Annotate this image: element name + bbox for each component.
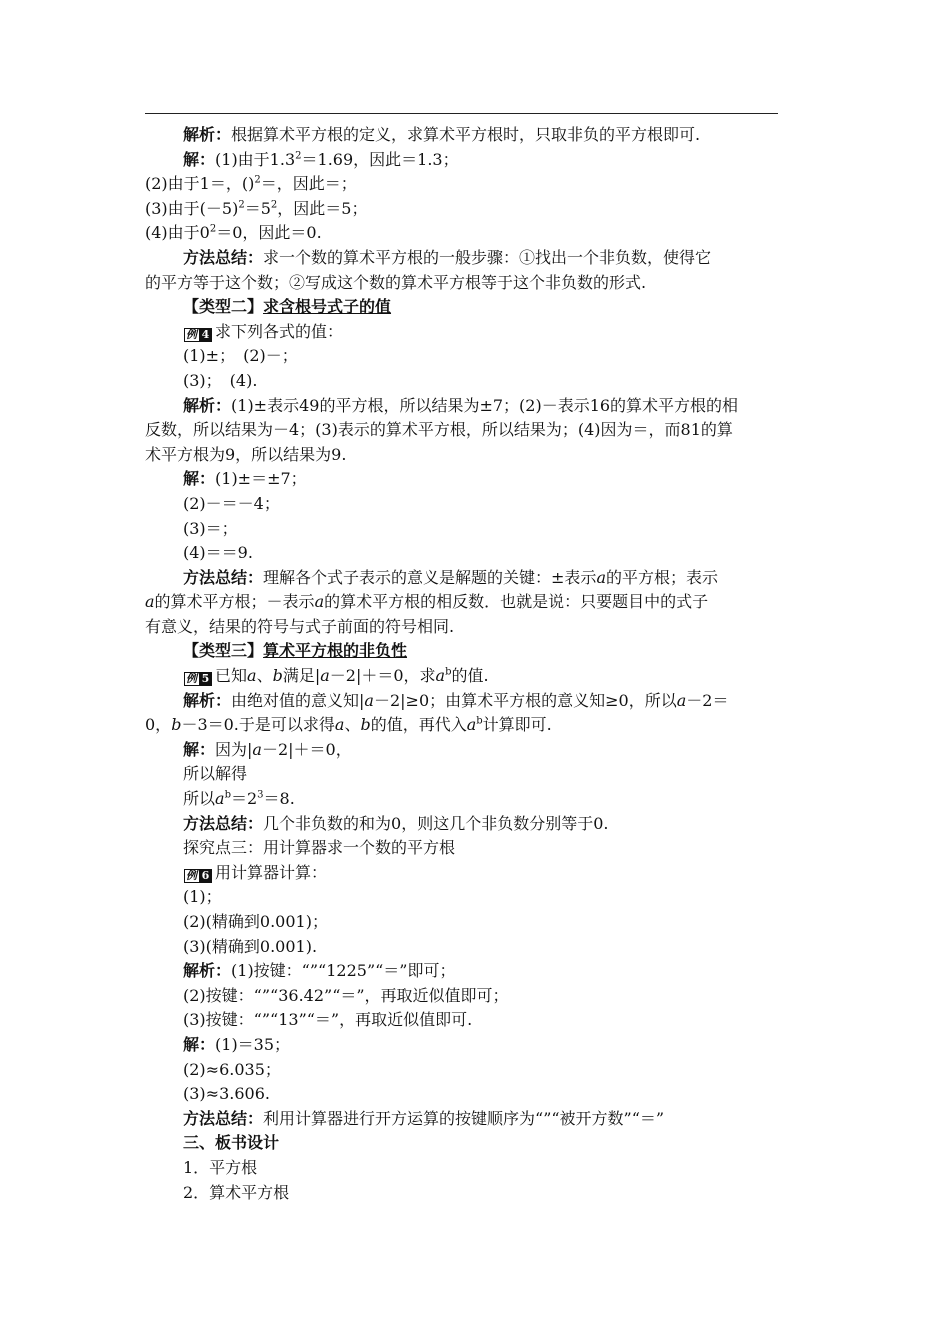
text-line — [145, 959, 810, 984]
text-line — [145, 344, 810, 369]
section-heading: 求含根号式子的值 — [263, 297, 392, 317]
text-line — [145, 639, 810, 664]
text-run: ＝1.69，因此＝1.3； — [301, 149, 459, 169]
text-run: (1)； — [183, 887, 222, 907]
text-run: 、 — [256, 666, 273, 686]
text-line — [145, 369, 810, 394]
text-run: 已知 — [215, 666, 248, 686]
superscript: 2 — [254, 174, 261, 186]
text-line — [145, 1008, 810, 1033]
text-run: 根据算术平方根的定义，求算术平方根时，只取非负的平方根即可. — [231, 125, 701, 144]
text-run: (1)＝35； — [215, 1034, 291, 1054]
text-run: (3)； (4). — [183, 370, 258, 390]
text-line — [145, 1156, 810, 1181]
text-run: 、 — [344, 715, 361, 735]
bold-label: 解析： — [183, 961, 232, 981]
superscript: b — [224, 789, 231, 801]
text-line — [145, 689, 810, 714]
text-run: 反数，所以结果为－4；(3)表示的算术平方根，所以结果为；(4)因为＝，而81的算 — [145, 420, 733, 440]
text-run: －2|＋＝0， — [261, 739, 352, 759]
text-line — [145, 443, 810, 468]
math-variable: a — [252, 739, 262, 759]
text-line — [145, 320, 810, 345]
text-run: (2)按键：“”“36.42”“＝”，再取近似值即可； — [183, 985, 509, 1005]
math-variable: a — [145, 592, 155, 612]
text-run: ＝5 — [244, 198, 271, 218]
text-line — [145, 271, 810, 296]
example-badge-number: 5 — [200, 672, 212, 686]
superscript: 2 — [238, 199, 245, 211]
text-run: (4)由于0 — [145, 223, 210, 243]
text-run: 由绝对值的意义知| — [231, 690, 365, 710]
example-badge — [183, 869, 212, 883]
superscript: 2 — [295, 150, 302, 162]
text-run: 的平方等于这个数；②写成这个数的算术平方根等于这个非负数的形式. — [145, 272, 647, 292]
math-variable: a — [215, 789, 225, 809]
superscript: b — [445, 666, 452, 678]
text-line — [145, 984, 810, 1009]
text-line — [145, 295, 810, 320]
text-run: (2)由于1＝，() — [145, 174, 255, 194]
bold-label: 解： — [183, 469, 216, 489]
text-run: 所以 — [183, 789, 216, 809]
text-run: 求下列各式的值： — [215, 321, 344, 341]
example-badge-number: 6 — [200, 869, 212, 883]
text-run: －3＝0.于是可以求得 — [181, 715, 335, 735]
text-line — [145, 148, 810, 173]
text-run: ＝8. — [263, 789, 295, 809]
text-line — [145, 738, 810, 763]
math-variable: a — [320, 666, 330, 686]
text-run: 求一个数的算术平方根的一般步骤：①找出一个非负数，使得它 — [263, 247, 712, 267]
text-line — [145, 1107, 810, 1132]
text-run: －2|＋＝0，求 — [329, 666, 436, 686]
bold-label: 方法总结： — [183, 567, 264, 587]
text-run: 2．算术平方根 — [183, 1182, 290, 1202]
text-run: (1)按键：“”“1225”“＝”即可； — [231, 961, 456, 981]
text-line — [145, 1058, 810, 1083]
bold-label: 解析： — [183, 125, 232, 144]
text-line — [145, 172, 810, 197]
text-line — [145, 713, 810, 738]
text-run: (3)≈3.606. — [183, 1084, 270, 1104]
document-body — [145, 123, 810, 1205]
text-line — [145, 394, 810, 419]
text-run: (2)≈6.035； — [183, 1059, 281, 1079]
text-line — [145, 1082, 810, 1107]
section-heading: 算术平方根的非负性 — [263, 641, 408, 661]
text-line — [145, 566, 810, 591]
superscript: 2 — [209, 224, 217, 236]
text-run: (2)－＝－4； — [183, 493, 280, 513]
text-line — [145, 123, 810, 148]
text-run: ＝0，因此＝0. — [216, 223, 322, 243]
example-badge — [183, 672, 212, 686]
text-line — [145, 935, 810, 960]
bold-label: 方法总结： — [183, 813, 264, 833]
math-variable: a — [435, 666, 446, 686]
example-badge-label: 例 — [184, 672, 200, 686]
bold-label: 解析： — [183, 690, 232, 710]
text-run: (4)＝＝9. — [183, 543, 253, 563]
text-line — [145, 197, 810, 222]
text-line — [145, 787, 810, 812]
superscript: b — [476, 715, 483, 727]
text-run: ，因此＝5； — [277, 198, 368, 218]
text-run: 0， — [145, 715, 172, 735]
text-run: ＝2 — [230, 789, 258, 809]
text-run: 的算术平方根的相反数．也就是说：只要题目中的式子 — [324, 592, 709, 612]
bold-label: 方法总结： — [183, 1108, 264, 1128]
example-badge-number: 4 — [200, 328, 212, 342]
bold-label: 解： — [183, 1034, 216, 1054]
math-variable: b — [360, 715, 371, 735]
math-variable: a — [596, 567, 606, 587]
text-line — [145, 664, 810, 689]
bold-label: 解： — [183, 739, 216, 759]
text-line — [145, 1181, 810, 1206]
bold-label: 三、板书设计 — [183, 1133, 280, 1153]
math-variable: a — [364, 690, 374, 710]
text-run: 计算即可. — [482, 715, 552, 735]
superscript: 2 — [270, 199, 278, 211]
text-run: －2＝ — [686, 690, 729, 710]
text-run: (1)±表示49的平方根，所以结果为±7；(2)－表示16的算术平方根的相 — [231, 395, 739, 415]
header-rule — [145, 113, 778, 114]
text-run: 理解各个式子表示的意义是解题的关键：±表示 — [263, 567, 597, 587]
text-run: 1．平方根 — [183, 1157, 258, 1177]
bold-label: 方法总结： — [183, 247, 264, 267]
text-run: ＝，因此＝； — [260, 174, 357, 194]
text-line — [145, 615, 810, 640]
text-run: (3)＝； — [183, 518, 238, 538]
text-run: 所以解得 — [183, 764, 248, 784]
text-line — [145, 246, 810, 271]
text-line — [145, 836, 810, 861]
text-line — [145, 762, 810, 787]
bold-label: 【类型二】 — [183, 297, 264, 317]
math-variable: a — [247, 666, 257, 686]
text-line — [145, 1131, 810, 1156]
bold-label: 解析： — [183, 395, 232, 415]
text-run: (3)由于(－5) — [145, 198, 239, 218]
text-run: 探究点三：用计算器求一个数的平方根 — [183, 838, 456, 858]
text-run: (1)±＝±7； — [215, 469, 307, 489]
text-line — [145, 590, 810, 615]
example-badge — [183, 328, 212, 342]
math-variable: b — [171, 715, 182, 735]
text-line — [145, 541, 810, 566]
example-badge-label: 例 — [184, 869, 200, 883]
text-run: 因为| — [215, 739, 253, 759]
text-run: 的平方根；表示 — [605, 567, 718, 587]
bold-label: 解： — [183, 149, 216, 169]
text-run: 用计算器计算： — [215, 862, 328, 882]
text-run: (1)由于1.3 — [215, 149, 296, 169]
text-line — [145, 517, 810, 542]
text-line — [145, 221, 810, 246]
bold-label: 【类型三】 — [183, 641, 264, 661]
text-run: 的值，再代入 — [370, 715, 467, 735]
text-line — [145, 885, 810, 910]
text-line — [145, 1033, 810, 1058]
math-variable: a — [466, 715, 477, 735]
text-line — [145, 812, 810, 837]
text-run: (3)按键：“”“13”“＝”，再取近似值即可. — [183, 1010, 473, 1030]
text-line — [145, 861, 810, 886]
superscript: 3 — [257, 789, 264, 801]
math-variable: a — [314, 592, 325, 612]
math-variable: b — [272, 666, 283, 686]
text-run: 的值. — [451, 666, 489, 686]
text-run: 术平方根为9，所以结果为9. — [145, 444, 347, 464]
text-run: 的算术平方根；－表示 — [154, 592, 315, 612]
text-run: 几个非负数的和为0，则这几个非负数分别等于0. — [263, 813, 609, 833]
text-line — [145, 492, 810, 517]
text-run: (1)±； (2)－； — [183, 346, 298, 366]
text-line — [145, 910, 810, 935]
text-run: 满足| — [282, 666, 321, 686]
text-run: 利用计算器进行开方运算的按键顺序为“”“被开方数”“＝” — [263, 1108, 665, 1128]
math-variable: a — [676, 690, 687, 710]
math-variable: a — [334, 715, 345, 735]
text-line — [145, 467, 810, 492]
text-line — [145, 418, 810, 443]
text-run: (3)(精确到0.001). — [183, 936, 318, 956]
text-run: －2|≥0；由算术平方根的意义知≥0，所以 — [373, 690, 677, 710]
example-badge-label: 例 — [184, 328, 200, 342]
text-run: 有意义，结果的符号与式子前面的符号相同. — [145, 616, 455, 636]
text-run: (2)(精确到0.001)； — [183, 912, 328, 931]
